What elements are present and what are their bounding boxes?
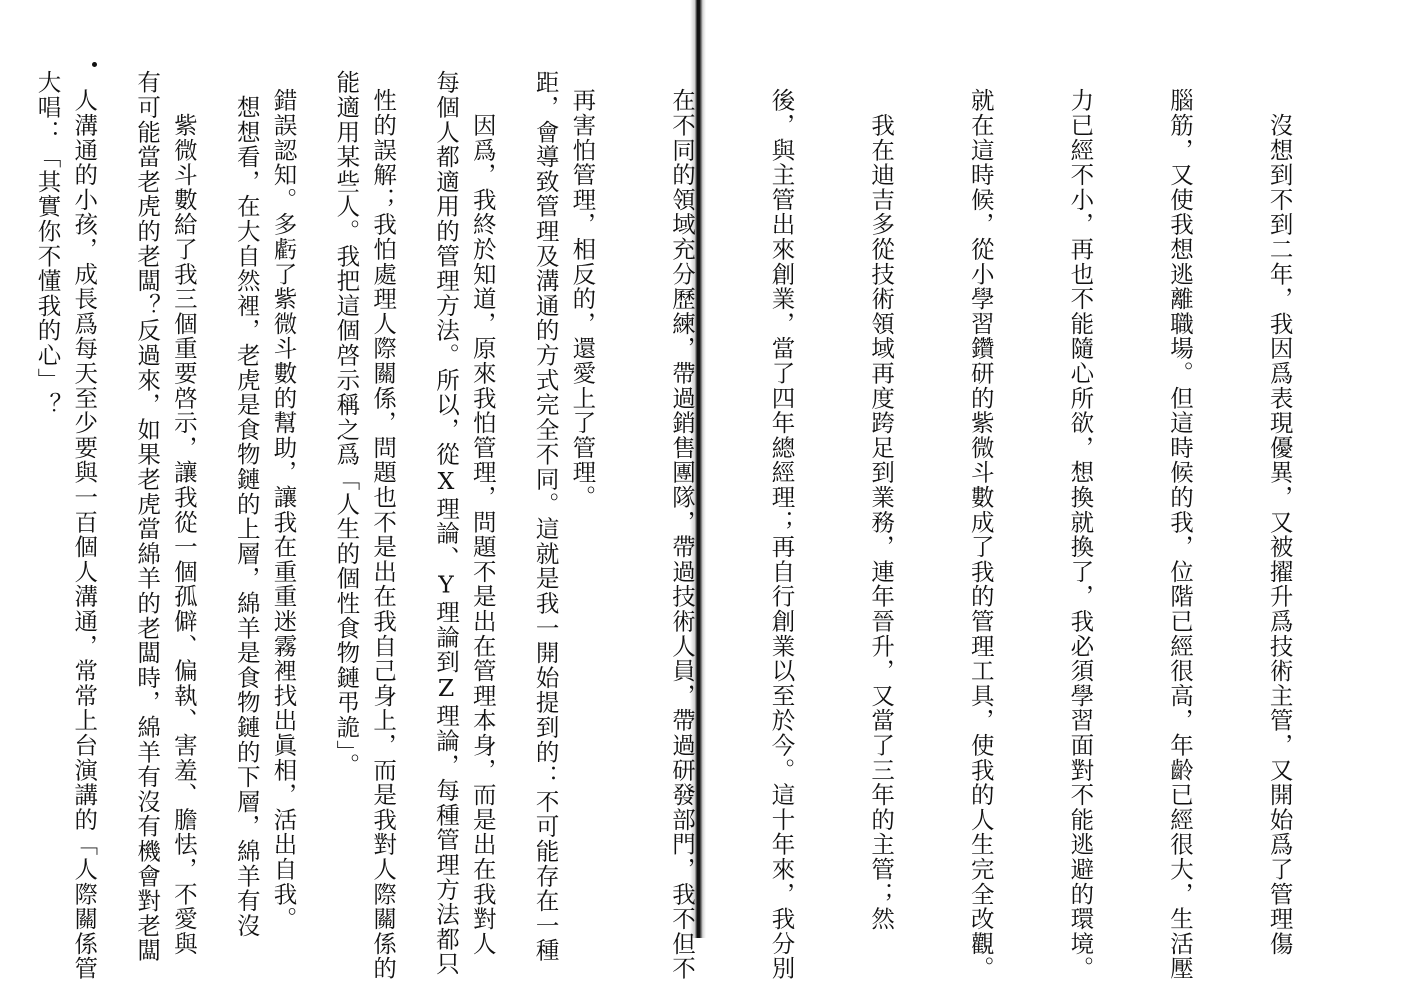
text-line bbox=[0, 88, 1, 898]
text-line: 沒想到不到二年，我因爲表現優異，又被擢升爲技術主管，又開始爲了管理傷 bbox=[1265, 88, 1294, 956]
text-line: 就在這時候，從小學習鑽研的紫微斗數成了我的管理工具，使我的人生完全改觀。 bbox=[966, 88, 995, 981]
text-line: 大唱：「其實你不懂我的心」？ bbox=[33, 70, 62, 418]
text-line: 在不同的領域充分歷練，帶過銷售團隊，帶過技術人員，帶過研發部門，我不但不 bbox=[667, 88, 696, 981]
text-line: 人溝通的小孩，成長爲每天至少要與一百個人溝通，常常上台演講的「人際關係管 bbox=[70, 88, 99, 981]
text-line: 有可能當老虎的老闆？反過來，如果老虎當綿羊的老闆時，綿羊有沒有機會對老闆 bbox=[133, 70, 162, 963]
text-line: 再害怕管理，相反的，還愛上了管理。 bbox=[568, 88, 597, 510]
text-line: 力已經不小，再也不能隨心所欲，想換就換了，我必須學習面對不能逃避的環境。 bbox=[1066, 88, 1095, 981]
text-line: 每個人都適用的管理方法。所以，從X理論、Y理論到Z理論，每種管理方法都只 bbox=[431, 70, 460, 977]
text-line: 距，會導致管理及溝通的方式完全不同。這就是我一開始提到的：不可能存在一種 bbox=[531, 70, 560, 963]
text-line: 紫微斗數給了我三個重要啓示，讓我從一個孤僻、偏執、害羞、膽怯，不愛與 bbox=[169, 88, 198, 956]
right-page-text bbox=[0, 88, 1362, 981]
text-line: 我在迪吉多從技術領域再度跨足到業務，連年晉升，又當了三年的主管；然 bbox=[867, 88, 896, 932]
text-line: 想想看，在大自然裡，老虎是食物鏈的上層，綿羊是食物鏈的下層，綿羊有沒 bbox=[232, 70, 261, 938]
margin-dot bbox=[92, 62, 97, 67]
text-line: 後，與主管出來創業，當了四年總經理；再自行創業以至於今。這十年來，我分別 bbox=[767, 88, 796, 981]
text-line: 性的誤解；我怕處理人際關係，問題也不是出在我自己身上，而是我對人際關係的 bbox=[369, 88, 398, 981]
text-line: 能適用某些人。我把這個啓示稱之爲「人生的個性食物鏈弔詭」。 bbox=[332, 70, 361, 778]
text-line: 錯誤認知。多虧了紫微斗數的幫助，讓我在重重迷霧裡找出眞相，活出自我。 bbox=[269, 88, 298, 932]
text-line: 因爲，我終於知道，原來我怕管理，問題不是出在管理本身，而是出在我對人 bbox=[468, 88, 497, 956]
text-line: 腦筋，又使我想逃離職場。但這時候的我，位階已經很高，年齡已經很大，生活壓 bbox=[1165, 88, 1194, 981]
